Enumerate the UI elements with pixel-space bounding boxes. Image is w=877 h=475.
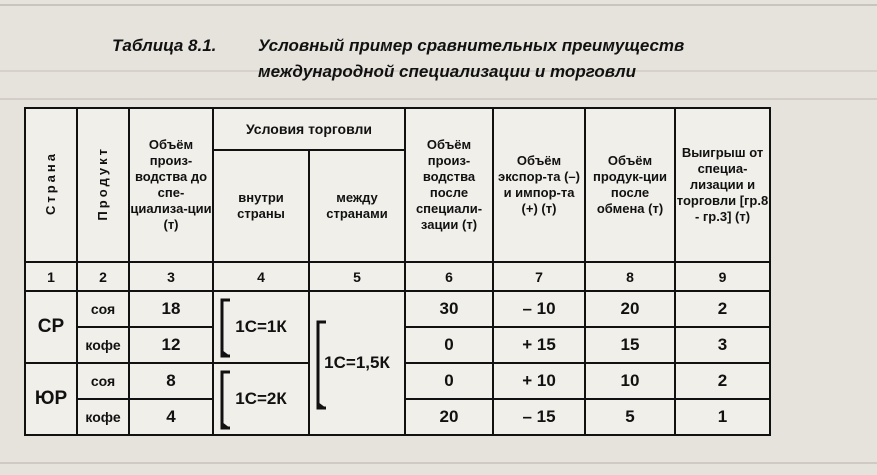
after-cell: 30 (405, 291, 493, 327)
product-cell: соя (77, 363, 129, 399)
header-product: Продукт (77, 108, 129, 262)
gain-cell: 2 (675, 363, 770, 399)
gain-cell: 1 (675, 399, 770, 435)
col-number: 7 (493, 262, 585, 291)
before-cell: 8 (129, 363, 213, 399)
header-export-import: Объём экспор-та (–) и импор-та (+) (т) (493, 108, 585, 262)
bracket-icon (218, 370, 232, 430)
after-exchange-cell: 15 (585, 327, 675, 363)
between-ratio-cell: 1С=1,5К (309, 291, 405, 435)
header-volume-after: Объём произ-водства после специали-зации (т) (405, 108, 493, 262)
export-import-cell: – 15 (493, 399, 585, 435)
inside-ratio-cell: 1С=1К (213, 291, 309, 363)
gain-cell: 2 (675, 291, 770, 327)
product-cell: кофе (77, 327, 129, 363)
col-number: 6 (405, 262, 493, 291)
after-exchange-cell: 5 (585, 399, 675, 435)
col-number: 3 (129, 262, 213, 291)
header-inside: внутри страны (213, 150, 309, 262)
after-exchange-cell: 10 (585, 363, 675, 399)
export-import-cell: + 15 (493, 327, 585, 363)
col-number: 8 (585, 262, 675, 291)
caption-label: Таблица 8.1. (112, 36, 217, 55)
after-cell: 0 (405, 327, 493, 363)
after-cell: 20 (405, 399, 493, 435)
before-cell: 12 (129, 327, 213, 363)
bracket-icon (218, 298, 232, 358)
column-numbers-row (25, 262, 770, 291)
product-cell: соя (77, 291, 129, 327)
gain-cell: 3 (675, 327, 770, 363)
bracket-icon (314, 320, 328, 410)
col-number: 1 (25, 262, 77, 291)
country-cell: ЮР (25, 363, 77, 435)
export-import-cell: + 10 (493, 363, 585, 399)
before-cell: 4 (129, 399, 213, 435)
header-trade-conditions: Условия торговли (213, 108, 405, 150)
inside-ratio-cell: 1С=2К (213, 363, 309, 435)
col-number: 9 (675, 262, 770, 291)
header-after-exchange: Объём продук-ции после обмена (т) (585, 108, 675, 262)
header-country: Страна (25, 108, 77, 262)
after-cell: 0 (405, 363, 493, 399)
table-row (25, 291, 770, 327)
col-number: 5 (309, 262, 405, 291)
comparative-advantage-table (24, 107, 771, 436)
col-number: 2 (77, 262, 129, 291)
header-between: между странами (309, 150, 405, 262)
header-gain: Выигрыш от специа-лизации и торговли [гр.8 - гр.3] (т) (675, 108, 770, 262)
col-number: 4 (213, 262, 309, 291)
country-cell: СР (25, 291, 77, 363)
header-volume-before: Объём произ-водства до спе-циализа-ции (т) (129, 108, 213, 262)
caption-title: Условный пример сравнительных преимуществ международной специализации и торговли (258, 36, 685, 81)
before-cell: 18 (129, 291, 213, 327)
product-cell: кофе (77, 399, 129, 435)
export-import-cell: – 10 (493, 291, 585, 327)
after-exchange-cell: 20 (585, 291, 675, 327)
